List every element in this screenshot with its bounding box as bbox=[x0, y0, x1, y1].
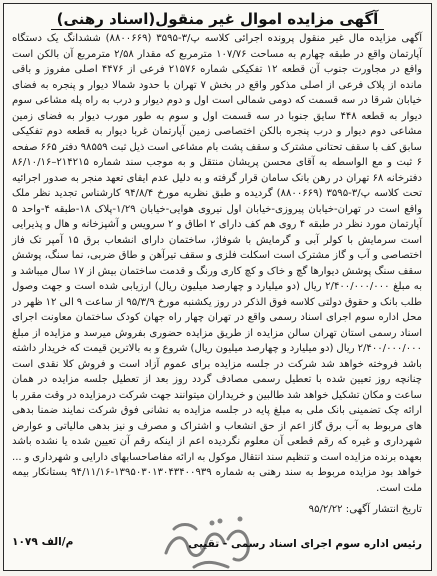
notice-body: آگهی مزایده مال غیر منقول پرونده اجرائی کلاسه پ/۳-۳۵۹۵ (۸۸۰۰۶۶۹) ششدانگ یک دستگاه آپارتمان واقع در طبقه چهارم به مساحت ۱۰۷/۷۶ مترمربع که مقدار ۲/۵۸ مترمربع آن بالکن است واقع در مجاورت جنوب آن قطعه ۱۲ تفکیکی شماره ۲۱۵۷۶ فرعی از ۴۴۷۶ اصلی مفروز و باقی مانده از پلاک فرعی از اصلی مذکور واقع در بخش ۷ تهران با حدود شمالا دیوار و پنجره به فضای خیابان شرقا در سه قسمت که دومی شمالی است اول و دوم دیوار و درب به راه پله مشاعی سوم دیوار به قطعه ۴۴۸ سایق جنوبا در سه قسمت اول و سوم به طور مورب دیوار به فضای زمین مشاعی دوم دیوار و درب پنجره بالکن اختصاصی زمین آپارتمان غربا دیوار به قطعه دوم تفکیکی سابق کف با سقف تحتانی مشترک و سقف پشت بام مشاعی است ذیل ثبت ۹۸۵۵۹ دفتر ۶۶۵ صفحه ۶ ثبت و مع الواسطه به آقای محسن پریشان منتقل و به موجب سند شماره ۲۱۴۲۱۵–۸۶/۱۰/۱۶ دفترخانه ۶۸ تهران در رهن بانک سامان قرار گرفته و به دلیل عدم ایفای تعهد منجر به صدور اجرائیه تحت کلاسه پ/۳-۳۵۹۵ (۸۸۰۰۶۶۹) گردیده و طبق نظریه مورخ ۹۴/۸/۴ کارشناس تجدید نظر ملک واقع است در تهران-خیابان پیروزی-خیابان اول نیروی هوایی-خیابان ۱/۲۹-پلاک ۱۸-طبقه ۴-واحد ۵ آپارتمان مورد نظر در طبقه ۴ روی هم کف دارای ۲ اطاق و ۲ سرویس و آشپزخانه و هال و پذیرایی است سرمایش با کولر آبی و گرمایش با شوفاژ، ساختمان دارای انشعاب برق ۱۵ آمپر تک فاز اختصاصی و آب و گاز مشترک است اسکلت فلزی و سقف تیرآهن و طاق ضربی، نما سنگ، پوشش سقف سنگ پوشش دیوارها گچ و خاک و کچ کاری ورنگ و قدمت ساختمان بیش از ۱۷ سال میباشد و به مبلغ ۲/۴۰۰/۰۰۰/۰۰۰ ریال (دو میلیارد و چهارصد میلیون ریال) ارزیابی شده است و جهت وصول طلب بانک و حقوق دولتی کلاسه فوق الذکر در روز یکشنبه مورخ ۹۵/۳/۹ از ساعت ۹ الی ۱۲ ظهر در محل اداره سوم اجرای اسناد رسمی واقع در تهران چهار راه جهان کودک ساختمان معاونت اجرای اسناد رسمی استان تهران سالن مزایده از طریق مزایده حضوری بفروش میرسد و مزایده از مبلغ ۲/۴۰۰/۰۰۰/۰۰۰ ریال (دو میلیارد و چهارصد میلیون ریال) شروع و به بالاترین قیمت که خریدار داشته باشد فروخته خواهد شد شرکت در جلسه مزایده برای عموم آزاد است و فروش کلا نقدی است چنانچه روز تعیین شده با تعطیل رسمی مصادف گردد روز بعد از تعطیل جلسه مزایده در همان ساعت و مکان تشکیل خواهد شد طالبین و خریداران میتوانند جهت شرکت درمزایده در وقت مقرر با ارائه چک تضمینی بانک ملی به مبلغ پایه در جلسه مزایده به نشانی فوق شرکت نمایند ضمنا بدهی های مربوط به آب برق گاز اعم از حق انشعاب و اشتراک و مصرف و نیز بدهی مالیاتی و عوارض شهرداری و غیره که رقم قطعی آن معلوم نگردیده اعم از اینکه رقم آن تعیین شده یا نشده باشد بعهده برنده مزایده است و تنظیم سند انتقال موکول به ارائه مفاصاحسابهای دارایی و شهرداری و ... خواهد بود مزایده مربوط به سند رهنی به شماره ۱۳۹۵۰۳۰۱۳۰۴۳۴۰۰۹۳۹-۹۴/۱۱/۱۶ بستانکار بیمه ملت است. bbox=[12, 33, 423, 494]
reference-number: ۱۰۷۹ م/الف bbox=[12, 536, 74, 548]
title-wrap bbox=[4, 9, 431, 30]
notice-title: آگهی مزایده اموال غیر منقول(اسناد رهنی) bbox=[51, 10, 385, 30]
notice-frame bbox=[3, 3, 432, 571]
signature-row bbox=[12, 536, 422, 556]
signature-text: رئیس اداره سوم اجرای اسناد رسمی - تقیپی bbox=[188, 538, 422, 550]
publication-date: تاریخ انتشار آگهی: ۹۵/۲/۲۲ bbox=[308, 504, 422, 515]
